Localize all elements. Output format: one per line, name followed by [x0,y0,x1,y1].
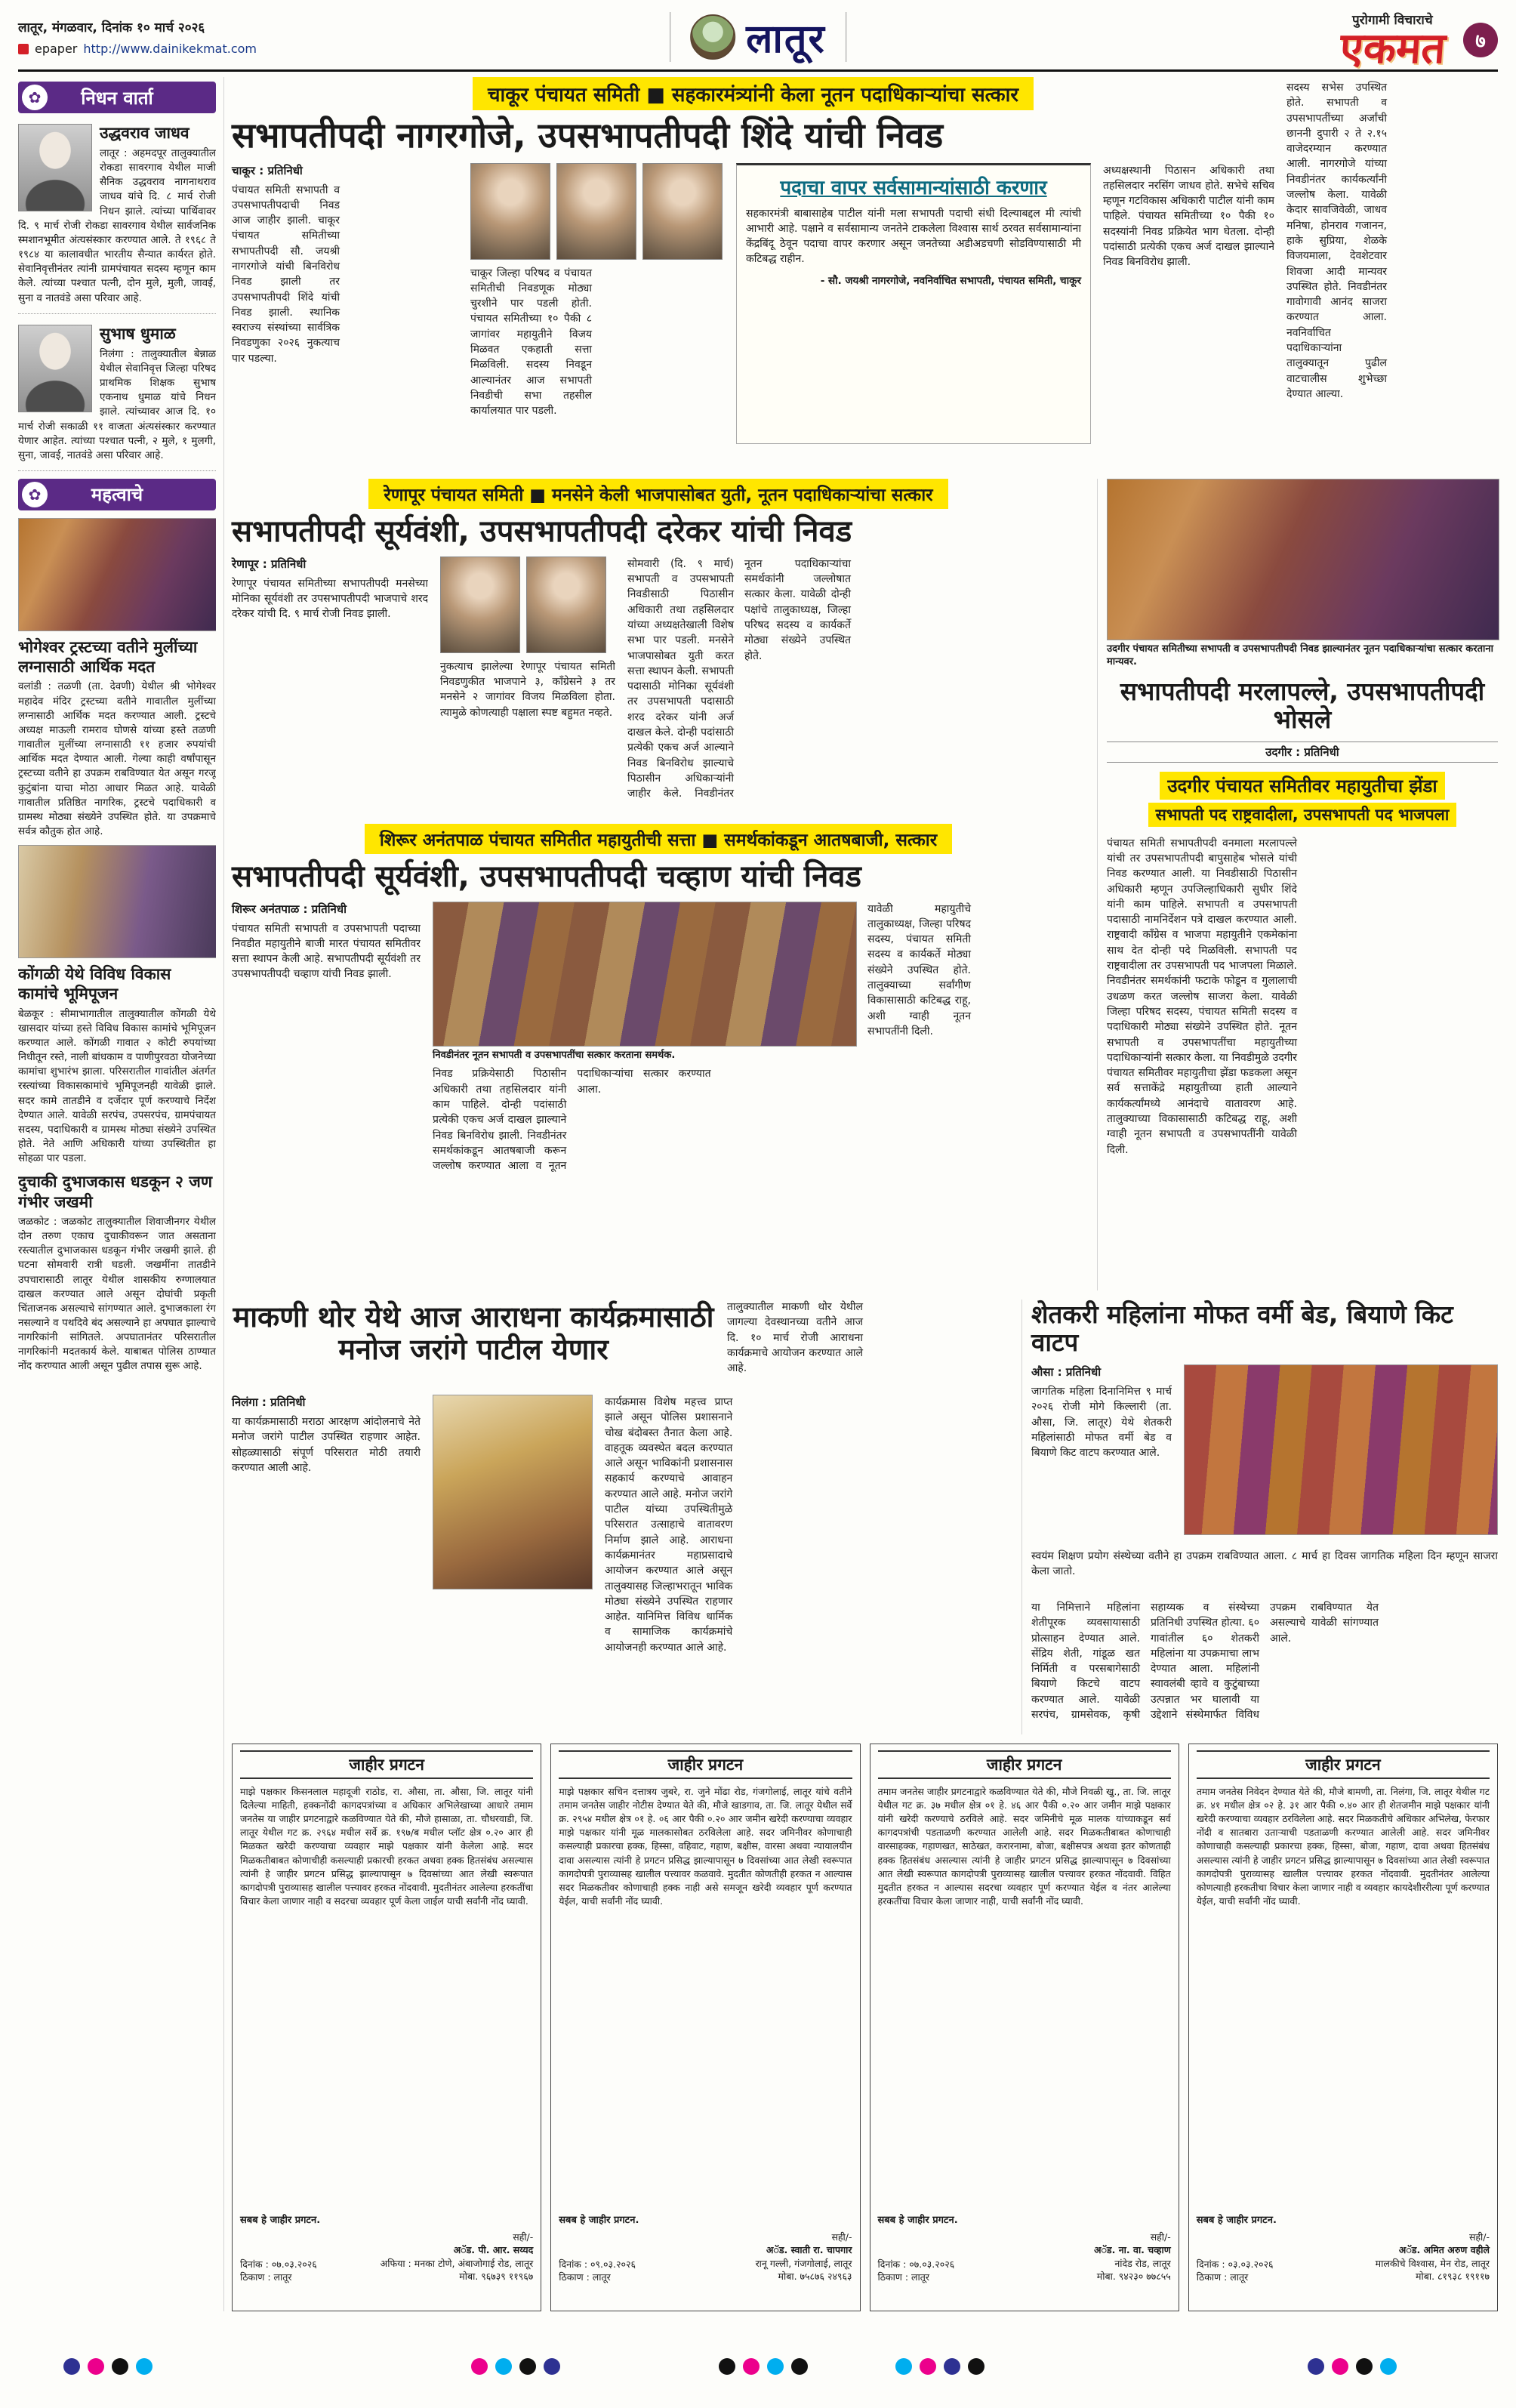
left-sidebar [18,77,216,1728]
shetkari-headline: शेतकरी महिलांना मोफत वर्मी बेड, बियाणे किट वाटप [1031,1300,1453,1357]
sign-label: सही/- [1150,2231,1171,2243]
quote-box-attribution: - सौ. जयश्री नागरगोजे, नवनिर्वाचित सभापती, पंचायत समिती, चाकूर [820,274,1081,287]
advocate-mobile: मोबा. ८१९३८ १९११७ [1415,2271,1490,2283]
section-chakur [232,77,1498,470]
udgir-body: पंचायत समिती सभापतीपदी वनमाला मरलापल्ले यांची तर उपसभापतीपदी बापुसाहेब भोसले यांची निवड करण्यात आली. या निवडीसाठी पिठासीन अधिकारी म्हणून उपजिल्हाधिकारी सुधीर शिंदे यांनी काम पाहिले. सभापती व उपसभापती पदासाठी नामनिर्देशन पत्रे दाखल करण्यात आली. राष्ट्रवादी काँग्रेस व भाजपा महायुतीने एकमेकांना साथ देत दोन्ही पदे मिळविली. सभापती पद राष्ट्रवादीला तर उपसभापती पद भाजपला मिळाले. निवडीनंतर समर्थकांनी फटाके फोडून व गुलालाची उधळण करत जल्लोष साजरा केला. यावेळी जिल्हा परिषद सदस्य, पंचायत समिती सदस्य व पदाधिकारी मोठ्या संख्येने उपस्थित होते. नूतन सभापती व उपसभापतींचा महायुतीच्या पदाधिकाऱ्यांनी सत्कार केला. या निवडीमुळे उदगीर पंचायत समितीवर महायुतीचा झेंडा फडकला असून सर्व सत्ताकेंद्रे महायुतीच्या हाती आल्याने कार्यकर्त्यांमध्ये आनंदाचे वातावरण आहे. तालुक्याच्या विकासासाठी कटिबद्ध राहू, अशी ग्वाही नूतन सभापती व उपसभापतींनी यावेळी दिली. [1107,837,1297,1156]
sidebar-article-title: भोगेश्वर ट्रस्टच्या वतीने मुलींच्या लग्नासाठी आर्थिक मदत [18,637,198,677]
shetkari-body-c: या निमित्ताने महिलांना शेतीपूरक व्यवसायासाठी प्रोत्साहन देण्यात आले. सेंद्रिय शेती, गांडूळ खत निर्मिती व परसबागेसाठी बियाणे किटचे वाटप करण्यात आले. यावेळी सरपंच, ग्रामसेवक, कृषी सहाय्यक व संस्थेच्या प्रतिनिधी उपस्थित होत्या. ६० गावांतील ६० शेतकरी महिलांना या उपक्रमाचा लाभ देण्यात आला. महिलांनी स्वावलंबी व्हावे व कुटुंबाच्या उत्पन्नात भर घालावी या उद्देशाने संस्थेमार्फत विविध उपक्रम राबविण्यात येत असल्याचे यावेळी सांगण्यात आले. [1031,1601,1379,1721]
chakur-byline: चाकूर : प्रतिनिधी [232,163,303,177]
section-makani [232,1300,1009,1734]
sign-label: सही/- [1468,2231,1490,2243]
notice-closing: सबब हे जाहीर प्रगटन. [877,2214,958,2226]
registration-dot-group [1308,2358,1397,2375]
public-notice-box [232,1744,541,2311]
dateline: लातूर, मंगळवार, दिनांक १० मार्च २०२६ [18,20,205,35]
shetkari-byline: औसा : प्रतिनिधी [1031,1364,1102,1379]
shirur-kicker: शिरूर अनंतपाळ पंचायत समितीत महायुतीची सत्ता ■ समर्थकांकडून आतषबाजी, सत्कार [365,824,952,854]
registration-dot [719,2358,735,2375]
masthead-tagline: पुरोगामी विचाराचे [1351,13,1433,28]
notice-signature [756,2231,852,2283]
chakur-quote-box [736,163,1091,444]
udgir-byline: उदगीर : प्रतिनिधी [1107,742,1498,763]
shetkari-group-photo [1184,1364,1498,1535]
notice-closing: सबब हे जाहीर प्रगटन. [240,2214,321,2226]
registration-dot [544,2358,560,2375]
registration-marks [0,2358,1516,2376]
udgir-headline: सभापतीपदी मरलापल्ले, उपसभापतीपदी भोसले [1120,676,1485,734]
ceremony-photo [18,518,216,631]
shirur-headline: सभापतीपदी सूर्यवंशी, उपसभापतीपदी चव्हाण यांची निवड [232,859,861,894]
sign-label: सही/- [513,2231,534,2243]
notice-date: दिनांक : ०७.०३.२०२६ [877,2258,955,2270]
section-shirur [232,824,1085,1211]
notice-place: ठिकाण : लातूर [877,2271,929,2283]
section-public-notices [232,1744,1498,2311]
epaper-label: epaper [35,42,78,56]
leader-portrait-photo [642,163,723,260]
udgir-felicitation-photo [1107,479,1499,640]
public-notice-box [550,1744,860,2311]
renapur-body-c: सोमवारी (दि. ९ मार्च) सभापती व उपसभापती निवडीसाठी पिठासीन अधिकारी तथा तहसिलदार यांच्या अध्यक्षतेखाली विशेष सभा पार पडली. मनसेने भाजपासोबत युती करत सत्ता स्थापन केली. सभापती पदासाठी मोनिका सूर्यवंशी तर उपसभापती पदासाठी शरद दरेकर यांनी अर्ज दाखल केले. दोन्ही पदांसाठी प्रत्येकी एकच अर्ज आल्याने निवड बिनविरोध झाल्याचे पिठासीन अधिकाऱ्यांनी जाहीर केले. निवडीनंतर नूतन पदाधिकाऱ्यांचा समर्थकांनी जल्लोषात सत्कार केला. यावेळी दोन्ही पक्षांचे तालुकाध्यक्ष, जिल्हा परिषद सदस्य व कार्यकर्ते मोठ्या संख्येने उपस्थित होते. [627,557,851,800]
chakur-body-a: पंचायत समिती सभापती व उपसभापतीपदाची निवड आज जाहीर झाली. चाकूर पंचायत समितीच्या सभापतीपदी सौ. जयश्री नागरगोजे यांची बिनविरोध निवड झाली तर उपसभापतीपदी शिंदे यांची निवड झाली. स्थानिक स्वराज्य संस्थांच्या सार्वत्रिक निवडणुका २०२६ नुकत्याच पार पडल्या. [232,183,340,365]
notice-signature [1094,2231,1171,2283]
notice-place: ठिकाण : लातूर [559,2271,611,2283]
obituary-name: सुभाष धुमाळ [100,324,176,343]
advocate-name: अॅड. अमित अरुण वहीले [1398,2244,1490,2256]
public-notice-box [1188,1744,1498,2311]
notice-date-place [878,2258,955,2283]
leader-portrait-photo [440,557,520,653]
makani-headline: माकणी थोर येथे आज आराधना कार्यक्रमासाठी मनोज जरांगे पाटील येणार [233,1300,714,1366]
advocate-mobile: मोबा. ९६७३९ ११९६७ [459,2271,534,2283]
cheque-handover-photo [18,845,216,958]
masthead [670,12,846,62]
public-notice-box [870,1744,1179,2311]
registration-dot-group [63,2358,153,2375]
obituary-section-title: निधन वार्ता [81,87,153,109]
registration-dot [88,2358,104,2375]
shirur-body-a: पंचायत समिती सभापती व उपसभापती पदाच्या निवडीत महायुतीने बाजी मारत पंचायत समितीवर सत्ता स्थापन केली आहे. सभापतीपदी सूर्यवंशी तर उपसभापतीपदी चव्हाण यांची निवड झाली. [232,922,421,981]
shirur-byline: शिरूर अनंतपाळ : प्रतिनिधी [232,902,347,916]
shetkari-body-b: स्वयंम शिक्षण प्रयोग संस्थेच्या वतीने हा उपक्रम राबविण्यात आला. ८ मार्च हा दिवस जागतिक महिला दिन म्हणून साजरा केला जातो. [1031,1549,1498,1578]
sidebar-article-body: बेळकूर : सीमाभागातील तालुक्यातील कोंगळी येथे खासदार यांच्या हस्ते विविध विकास कामांचे भूमिपूजन करण्यात आले. कोंगळी गावात २ कोटी रुपयांच्या निधीतून रस्ते, नाली बांधकाम व पाणीपुरवठा योजनेच्या कामांचा शुभारंभ झाला. परिसरातील गावांतील अंतर्गत रस्त्यांच्या विकासकामांचे भूमिपूजनही यावेळी झाले. सदर कामे तातडीने व दर्जेदार पूर्ण करण्याचे निर्देश देण्यात आले. यावेळी सरपंच, उपसरपंच, ग्रामपंचायत सदस्य, पदाधिकारी व ग्रामस्थ मोठ्या संख्येने उपस्थित होते. नेते आणि अधिकारी यांच्या उपस्थितीत हा सोहळा पार पडला. [18,1007,216,1165]
chakur-body-c: अध्यक्षस्थानी पिठासन अधिकारी तथा तहसिलदार नरसिंग जाधव होते. सभेचे सचिव म्हणून गटविकास अधिकारी पाटील यांनी काम पाहिले. पंचायत समितीच्या १० पैकी १० सदस्यांनी निवड प्रक्रियेत भाग घेतला. दोन्ही पदांसाठी प्रत्येकी एकच अर्ज दाखल झाल्याने निवड बिनविरोध झाली. [1103,164,1274,269]
registration-dot [471,2358,488,2375]
advocate-address: मालकीचे विश्वास, मेन रोड, लातूर [1375,2257,1490,2269]
registration-dot [112,2358,128,2375]
makani-body-b: या कार्यक्रमासाठी मराठा आरक्षण आंदोलनाचे नेते मनोज जरांगे पाटील उपस्थित राहणार आहेत. सोहळ्यासाठी संपूर्ण परिसरात मोठी तयारी करण्यात आली आहे. [232,1416,421,1474]
notice-body: तमाम जनतेस निवेदन देण्यात येते की, मौजे बामणी, ता. निलंगा, जि. लातूर येथील गट क्र. ४१ मधील क्षेत्र ०२ हे. ३१ आर पैकी ०.४० आर ही शेतजमीन माझे पक्षकार यांनी खरेदी करण्याचा व्यवहार ठरविलेला आहे. सदर मिळकतीचे अधिकार अभिलेख, फेरफार नोंदी व सातबारा उताऱ्याची पडताळणी करण्यात आलेली आहे. सदर जमिनीवर कोणाचाही कसल्याही प्रकारचा हक्क, हिस्सा, बोजा, गहाण, दावा अथवा हितसंबंध असल्यास त्यांनी हे जाहीर प्रगटन प्रसिद्ध झाल्यापासून ७ दिवसांच्या आत लेखी स्वरूपात कागदोपत्री पुराव्यासह खालील पत्त्यावर हरकत नोंदवावी. मुदतीनंतर आलेल्या कोणत्याही हरकतीचा विचार केला जाणार नाही व व्यवहार कायदेशीररीत्या पूर्ण करण्यात येईल, याची सर्वांनी नोंद घ्यावी. [1196,1785,1490,1907]
advocate-address: रानू गल्ली, गंजगोलाई, लातूर [755,2257,852,2269]
leader-portrait-photo [556,163,636,260]
registration-dot [791,2358,808,2375]
notice-date-place [1197,2258,1274,2283]
registration-dot [767,2358,784,2375]
notice-place: ठिकाण : लातूर [240,2271,292,2283]
registration-dot [743,2358,760,2375]
quote-box-title: पदाचा वापर सर्वसामान्यांसाठी करणार [780,176,1047,199]
chakur-kicker: चाकूर पंचायत समिती ■ सहकारमंत्र्यांनी केला नूतन पदाधिकाऱ्यांचा सत्कार [473,77,1034,110]
sidebar-article-body: जळकोट : जळकोट तालुक्यातील शिवाजीनगर येथील दोन तरुण एकाच दुचाकीवरून जात असताना रस्त्यातील दुभाजकास धडकून गंभीर जखमी झाले. ही घटना सोमवारी रात्री घडली. जखमींना तातडीने उपचारासाठी लातूर येथील शासकीय रुग्णालयात दाखल करण्यात आले असून दोघांची प्रकृती चिंताजनक असल्याचे सांगण्यात आले. दुभाजकाला रंग नसल्याने व पथदिवे बंद असल्याने हा अपघात झाल्याचे नागरिकांनी सांगितले. अपघातानंतर परिसरातील नागरिकांनी मदतकार्य केले. याबाबत पोलिस ठाण्यात नोंद करण्यात आली असून पुढील तपास सुरू आहे. [18,1215,216,1373]
shirur-group-photo [433,902,857,1047]
obituary-body: निलंगा : तालुक्यातील बेन्नाळ येथील सेवानिवृत्त जिल्हा परिषद प्राथमिक शिक्षक सुभाष एकनाथ धुमाळ यांचे निधन झाले. त्यांच्यावर आज दि. १० मार्च रोजी सकाळी ११ वाजता अंत्यसंस्कार करण्यात येणार आहेत. त्यांच्या पश्चात पत्नी, २ मुले, १ मुलगी, सुना, जावई, नातवंडे असा परिवार आहे. [18,347,216,461]
renapur-kicker: रेणापूर पंचायत समिती ■ मनसेने केली भाजपासोबत युती, नूतन पदाधिकाऱ्यांचा सत्कार [368,479,948,509]
section-shetkari [1021,1300,1498,1734]
notice-place: ठिकाण : लातूर [1196,2271,1249,2283]
notice-body: माझे पक्षकार सचिन दत्तात्रय जुबरे, रा. जुने मोंढा रोड, गंजगोलाई, लातूर यांचे वतीने तमाम जनतेस जाहीर नोटीस देण्यात येते की, मौजे खाडगाव, ता. जि. लातूर येथील सर्वे क्र. २९५४ मधील क्षेत्र ०१ हे. ०६ आर पैकी ०.२० आर जमीन खरेदी करण्याचा व्यवहार माझे पक्षकार यांनी मूळ मालकासोबत ठरविलेला आहे. सदर जमिनीवर कोणाचाही कसल्याही प्रकारचा हक्क, हिस्सा, वहिवाट, गहाण, बक्षीस, वारसा अथवा न्यायालयीन दावा असल्यास त्यांनी हे प्रगटन प्रसिद्ध झाल्यापासून ७ दिवसांच्या आत लेखी स्वरूपात कागदोपत्री पुराव्यासह खालील पत्त्यावर कळवावे. मुदतीत कोणतीही हरकत न आल्यास सदर मिळकतीवर कोणाचाही हक्क नाही असे समजून खरेदी व्यवहार पूर्ण करण्यात येईल, याची सर्वांनी नोंद घ्यावी. [559,1785,852,1907]
notice-closing: सबब हे जाहीर प्रगटन. [1196,2214,1277,2226]
notice-signature [381,2231,534,2283]
registration-dot [519,2358,536,2375]
advocate-name: अॅड. ना. वा. चव्हाण [1093,2244,1171,2256]
notice-date: दिनांक : ०७.०३.२०२६ [240,2258,317,2270]
registration-dot [1380,2358,1397,2375]
header-left [18,18,343,56]
notice-title: जाहीर प्रगटन [559,1750,852,1779]
udgir-subhead [1107,770,1498,828]
advocate-name: अॅड. स्वाती रा. चापगार [766,2244,852,2256]
section-udgir [1097,479,1498,1290]
udgir-subhead-line2: सभापती पद राष्ट्रवादीला, उपसभापती पद भाजपला [1148,803,1457,827]
notice-date: दिनांक : ०३.०३.२०२६ [1196,2258,1274,2270]
obituary-portrait-photo [18,325,92,412]
section-row-c [232,1300,1498,1734]
advocate-address: अफिया : मनका टोणे, अंबाजोगाई रोड, लातूर [380,2257,534,2269]
obituary-body: लातूर : अहमदपूर तालुक्यातील रोकडा सावरगाव येथील माजी सैनिक उद्धवराव नागनाथराव जाधव यांचे दि. ८ मार्च रोजी निधन झाले. त्यांच्या पार्थिवावर दि. ९ मार्च रोजी रोकडा सावरगाव येथील सार्वजनिक स्मशानभूमीत अंत्यसंस्कार करण्यात आले. ते १९६८ ते १९८४ या कालावधीत भारतीय सैन्यात कार्यरत होते. सेवानिवृत्तीनंतर त्यांनी ग्रामपंचायत सदस्य म्हणून काम केले. त्यांच्या पश्चात पत्नी, दोन मुले, मुली, जावई, सुना व नातवंडे असा परिवार आहे. [18,147,216,304]
chakur-body-b: चाकूर जिल्हा परिषद व पंचायत समितीची निवडणूक मोठ्या चुरशीने पार पडली होती. पंचायत समितीच्या १० पैकी ८ जागांवर महायुतीने विजय मिळवत एकहाती सत्ता मिळविली. सदस्य निवडून आल्यानंतर आज सभापती निवडीची सभा तहसील कार्यालयात पार पडली. [470,267,592,418]
epaper-icon [18,44,29,54]
registration-dot-group [471,2358,560,2375]
registration-dot [895,2358,912,2375]
sign-label: सही/- [831,2231,852,2243]
renapur-headline: सभापतीपदी सूर्यवंशी, उपसभापतीपदी दरेकर यांची निवड [232,514,852,549]
obituary-item [18,121,216,314]
registration-dot [944,2358,960,2375]
notice-body: माझे पक्षकार किसनलाल महादूजी राठोड, रा. औसा, ता. औसा, जि. लातूर यांनी दिलेल्या माहिती, हक्कनोंदी कागदपत्रांच्या व अधिकार अभिलेखाच्या आधारे तमाम जनतेस या जाहीर प्रगटनाद्वारे कळविण्यात येते की, मौजे हासाळा, ता. चौधरवाडी, जि. लातूर येथील गट क्र. २९६४ मधील सर्वे क्र. १९७/ब मधील प्लॉट क्षेत्र ०.२० आर ही मिळकत खरेदी करण्याचा व्यवहार माझे पक्षकार यांनी केलेला आहे. सदर मिळकतीबाबत कोणाचीही कसल्याही प्रकारची हरकत अथवा हक्क हितसंबंध असल्यास त्यांनी हे जाहीर प्रगटन प्रसिद्ध झाल्यापासून ७ दिवसांच्या आत लेखी स्वरूपात कागदोपत्री पुराव्यासह खालील पत्त्यावर हरकत नोंदवावी. मुदतीनंतर आलेल्या हरकतींचा विचार केला जाणार नाही व सदरचा व्यवहार पूर्ण केला जाईल याची सर्वांनी नोंद घ्यावी. [240,1785,534,1907]
notice-title: जाहीर प्रगटन [1197,1750,1490,1779]
registration-dot [1332,2358,1348,2375]
notice-closing: सबब हे जाहीर प्रगटन. [559,2214,639,2226]
masthead-logo-icon [690,14,735,60]
masthead-city: लातूर [746,16,826,62]
renapur-body-a: रेणापूर पंचायत समितीच्या सभापतीपदी मनसेच्या मोनिका सूर्यवंशी तर उपसभापतीपदी भाजपाचे शरद दरेकर यांची दि. ९ मार्च रोजी निवड झाली. [232,577,428,621]
brand-block [1338,11,1447,73]
quote-box-body: सहकारमंत्री बाबासाहेब पाटील यांनी मला सभापती पदाची संधी दिल्याबद्दल मी त्यांची आभारी आहे. पक्षाने व सर्वसामान्य जनतेने टाकलेला विश्वास सार्थ ठरवत सर्वसामान्यांना केंद्रबिंदू ठेवून पदाचा वापर करणार असून जनतेच्या अडीअडचणी सोडविण्यासाठी मी कटिबद्ध राहीन. [746,207,1081,266]
sidebar-article-title: दुचाकी दुभाजकास धडकून २ जण गंभीर जखमी [18,1173,213,1211]
flower-icon: ✿ [22,85,48,110]
section-row-b [232,479,1498,1290]
renapur-body-b: नुकत्याच झालेल्या रेणापूर पंचायत समिती निवडणुकीत भाजपाने ३, काँग्रेसने ३ तर मनसेने २ जागांवर विजय मिळविला होता. त्यामुळे कोणत्याही पक्षाला स्पष्ट बहुमत नव्हते. [440,660,615,719]
epaper-row [18,42,343,56]
advocate-name: अॅड. पी. आर. सय्यद [453,2244,534,2256]
registration-dot [1356,2358,1373,2375]
leader-portrait-photo [470,163,550,260]
epaper-url-link[interactable]: http://www.dainikekmat.com [83,42,257,56]
obituary-section-header [18,82,216,113]
registration-dot [968,2358,984,2375]
sidebar-article [18,964,216,1166]
advocate-mobile: मोबा. ७५८७६ २४९६३ [778,2271,852,2283]
shirur-body-b: निवड प्रक्रियेसाठी पिठासीन अधिकारी तथा तहसिलदार यांनी काम पाहिले. दोन्ही पदांसाठी प्रत्येकी एकच अर्ज दाखल झाल्याने निवड बिनविरोध झाली. निवडीनंतर समर्थकांकडून आतषबाजी करून जल्लोष करण्यात आला व नूतन पदाधिकाऱ्यांचा सत्कार करण्यात आला. [433,1068,711,1173]
section-renapur [232,479,1085,810]
obituary-portrait-photo [18,124,92,211]
notice-date-place [240,2258,317,2283]
notice-title: जाहीर प्रगटन [878,1750,1171,1779]
leader-portrait-photo [526,557,606,653]
important-section-header [18,479,216,510]
makani-body-a: तालुक्यातील माकणी थोर येथील जागल्या देवस्थानच्या वतीने आज दि. १० मार्च रोजी आराधना कार्यक्रमाचे आयोजन करण्यात आले आहे. [727,1301,863,1375]
makani-byline: निलंगा : प्रतिनिधी [232,1395,306,1409]
registration-dot-group [719,2358,808,2375]
shetkari-body-a: जागतिक महिला दिनानिमित्त ९ मार्च २०२६ रोजी मोगे किल्लारी (ता. औसा, जि. लातूर) येथे शेतकरी महिलांसाठी मोफत वर्मी बेड व बियाणे किट वाटप करण्यात आले. [1031,1385,1172,1460]
registration-dot [1308,2358,1324,2375]
notice-signature [1376,2231,1490,2283]
main-content [223,77,1498,2311]
makani-body-c: कार्यक्रमास विशेष महत्त्व प्राप्त झाले असून पोलिस प्रशासनाने चोख बंदोबस्त तैनात केला आहे. वाहतूक व्यवस्थेत बदल करण्यात आले असून भाविकांनी प्रशासनास सहकार्य करण्याचे आवाहन करण्यात आले आहे. मनोज जरांगे पाटील यांच्या उपस्थितीमुळे परिसरात उत्साहाचे वातावरण निर्माण झाले आहे. आराधना कार्यक्रमानंतर महाप्रसादाचे आयोजन करण्यात आले असून तालुक्यासह जिल्हाभरातून भाविक मोठ्या संख्येने उपस्थित राहणार आहेत. यानिमित्त विविध धार्मिक व सामाजिक कार्यक्रमांचे आयोजनही करण्यात आले आहे. [605,1396,733,1654]
notice-body: तमाम जनतेस जाहीर प्रगटनाद्वारे कळविण्यात येते की, मौजे निवळी खु., ता. जि. लातूर येथील गट क्र. ३७ मधील क्षेत्र ०१ हे. ४६ आर पैकी ०.२० आर जमीन माझे पक्षकार यांनी खरेदी करण्याचे ठरविले आहे. सदर जमिनीचे मूळ मालक यांच्याकडून सर्व कागदपत्रांची पडताळणी करण्यात आलेली आहे. सदर मिळकतीबाबत कोणाचाही वारसाहक्क, गहाणखत, साठेखत, करारनामा, बोजा, बक्षीसपत्र अथवा इतर कोणताही हक्क हितसंबंध असल्यास त्यांनी हे जाहीर प्रगटन प्रसिद्ध झाल्यापासून ७ दिवसांच्या आत लेखी स्वरूपात कागदोपत्री पुराव्यासह खालील पत्त्यावर हरकत नोंदवावी. विहित मुदतीत हरकत न आल्यास सदरचा व्यवहार पूर्ण करण्यात येईल व नंतर आलेल्या हरकतींचा विचार केला जाणार नाही, याची सर्वांनी नोंद घ्यावी. [877,1785,1171,1907]
sidebar-article-title: कोंगळी येथे विविध विकास कामांचे भूमिपूजन [18,965,171,1004]
page-number-badge: ७ [1463,23,1498,57]
udgir-subhead-line1: उदगीर पंचायत समितीवर महायुतीचा झेंडा [1160,772,1444,800]
notice-title: जाहीर प्रगटन [240,1750,533,1779]
page-header [18,11,1498,72]
advocate-address: नांदेड रोड, लातूर [1114,2257,1171,2269]
registration-dot-group [895,2358,984,2375]
udgir-photo-caption: उदगीर पंचायत समितीच्या सभापती व उपसभापतीपदी निवड झाल्यानंतर नूतन पदाधिकाऱ्यांचा सत्कार करताना मान्यवर. [1107,643,1493,668]
advocate-mobile: मोबा. ९४२३० ७७८५५ [1096,2271,1171,2283]
makani-portrait-photo [433,1395,593,1589]
flower-icon: ✿ [22,482,48,507]
registration-dot [495,2358,512,2375]
obituary-item [18,322,216,471]
shirur-body-c: यावेळी महायुतीचे तालुकाध्यक्ष, जिल्हा परिषद सदस्य, पंचायत समिती सदस्य व कार्यकर्ते मोठ्या संख्येने उपस्थित होते. तालुक्याच्या सर्वांगीण विकासासाठी कटिबद्ध राहू, अशी ग्वाही नूतन सभापतींनी दिली. [867,902,971,1038]
sidebar-article-body: वलांडी : तळणी (ता. देवणी) येथील श्री भोगेश्वर महादेव मंदिर ट्रस्टच्या वतीने गावातील मुलींच्या लग्नासाठी आर्थिक मदत करण्यात आली. ट्रस्टचे अध्यक्ष माऊली रामराव घोणसे यांच्या हस्ते तळणी गावातील मुलींच्या लग्नासाठी ११ हजार रुपयांची आर्थिक मदत देण्यात आली. गेल्या काही वर्षांपासून ट्रस्टच्या वतीने हा उपक्रम राबविण्यात येत असून गरजू कुटुंबांना याचा मोठा आधार मिळत आहे. यावेळी गावातील प्रतिष्ठित नागरिक, ट्रस्टचे पदाधिकारी व ग्रामस्थ मोठ्या संख्येने उपस्थित होते. या उपक्रमाचे सर्वत्र कौतुक होत आहे. [18,680,216,838]
chakur-rail-text: सदस्य सभेस उपस्थित होते. सभापती व उपसभापतींच्या अर्जांची छाननी दुपारी २ ते २.१५ वाजेदरम्यान करण्यात आली. नागरगोजे यांच्या निवडीनंतर कार्यकर्त्यांनी जल्लोष केला. यावेळी केदार सावजिवेळी, जाधव मनिषा, होनराव गजानन, हाके सुप्रिया, शेळके विजयमाला, देवशेटवार शिवजा आदी मान्यवर उपस्थित होते. निवडीनंतर गावोगावी आनंद साजरा करण्यात आला. नवनिर्वाचित पदाधिकाऱ्यांना तालुक्यातून पुढील वाटचालीस शुभेच्छा देण्यात आल्या. [1286,82,1387,400]
masthead-brand: एकमत [1338,24,1447,73]
chakur-headline: सभापतीपदी नागरगोजे, उपसभापतीपदी शिंदे यांची निवड [232,115,944,156]
registration-dot [136,2358,153,2375]
renapur-byline: रेणापूर : प्रतिनिधी [232,557,307,571]
sidebar-article [18,1172,216,1374]
registration-dot [63,2358,80,2375]
shirur-photo-caption: निवडीनंतर नूतन सभापती व उपसभापतींचा सत्कार करताना समर्थक. [433,1049,676,1061]
notice-date: दिनांक : ०९.०३.२०२६ [559,2258,636,2270]
obituary-name: उद्धवराव जाधव [100,124,190,142]
sidebar-article [18,637,216,839]
registration-dot [920,2358,936,2375]
notice-date-place [559,2258,636,2283]
important-section-title: महत्वाचे [91,484,143,506]
